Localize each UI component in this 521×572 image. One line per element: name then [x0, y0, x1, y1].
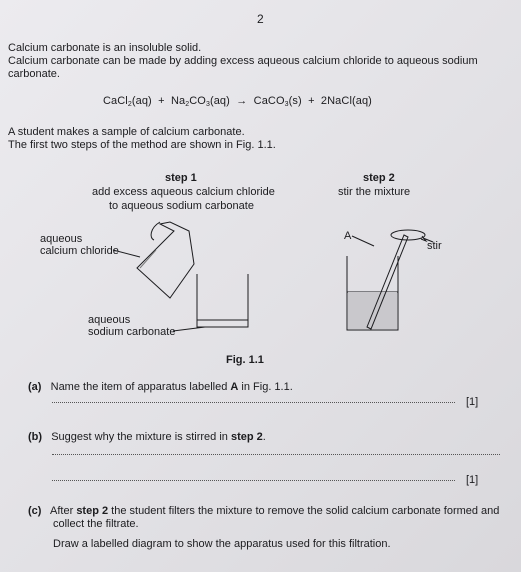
answer-line-b1[interactable]: [52, 454, 500, 455]
step1-desc-line2: to aqueous sodium carbonate: [109, 200, 254, 212]
eq-state: (aq): [131, 95, 152, 107]
eq-caco3: CaCO: [253, 95, 285, 107]
beaker-lip: [151, 222, 160, 240]
label-stir: stir: [427, 240, 442, 252]
figure-caption: Fig. 1.1: [226, 354, 264, 366]
leader-line-A: [352, 236, 374, 246]
step1-desc-line1: add excess aqueous calcium chloride: [92, 186, 275, 198]
stir-liquid-fill: [348, 292, 397, 329]
step1-title: step 1: [165, 172, 197, 184]
question-c-line2: collect the filtrate.: [53, 518, 139, 530]
question-a-part: (a): [28, 381, 42, 393]
question-b-text: Suggest why the mixture is stirred in step 2.: [51, 431, 266, 443]
question-c-line1: After step 2 the student filters the mixture to remove the solid calcium carbonate formed and: [50, 505, 500, 517]
label-aqueous-cacl2-1: aqueous: [40, 233, 83, 245]
answer-line-b2[interactable]: [52, 480, 455, 481]
eq-sub: 3: [284, 101, 289, 108]
question-b: [28, 431, 266, 444]
emphasis-A: A: [230, 381, 239, 393]
eq-plus: +: [158, 95, 165, 107]
eq-na: Na: [170, 95, 186, 107]
mark-b: [1]: [466, 474, 479, 486]
method-line: The first two steps of the method are shown in Fig. 1.1.: [8, 139, 276, 151]
method-line: A student makes a sample of calcium carbonate.: [8, 126, 245, 138]
question-c-part: (c): [28, 505, 42, 517]
question-a-text: Name the item of apparatus labelled A in Fig. 1.1.: [50, 381, 293, 393]
eq-co: CO: [189, 95, 206, 107]
leader-line-cacl2: [113, 250, 140, 257]
eq-state: (s): [288, 95, 302, 107]
label-aqueous-na2co3-2: sodium carbonate: [88, 326, 176, 338]
receiving-beaker: [197, 274, 248, 327]
pouring-beaker-outline: [137, 222, 194, 298]
eq-nacl: 2NaCl(aq): [320, 95, 372, 107]
eq-cacl2: CaCl: [103, 95, 128, 107]
eq-arrow: →: [236, 95, 248, 107]
emphasis-step2: step 2: [230, 431, 263, 443]
question-c-line3: Draw a labelled diagram to show the apparatus used for this filtration.: [53, 538, 391, 550]
intro-line: carbonate.: [8, 68, 60, 80]
eq-sub: 3: [205, 101, 210, 108]
intro-line: Calcium carbonate can be made by adding excess aqueous calcium chloride to aqueous sodium: [8, 55, 478, 67]
stir-motion-ellipse: [391, 230, 425, 240]
page-number: 2: [257, 12, 264, 26]
mark-a: [1]: [466, 396, 479, 408]
question-a: [28, 381, 293, 394]
intro-line: Calcium carbonate is an insoluble solid.: [8, 42, 202, 54]
label-aqueous-na2co3-1: aqueous: [88, 314, 131, 326]
eq-sub: 2: [127, 101, 132, 108]
answer-line-a[interactable]: [52, 402, 455, 403]
step2-desc: stir the mixture: [338, 186, 411, 198]
leader-line-na2co3: [173, 327, 205, 331]
label-aqueous-cacl2-2: calcium chloride: [40, 245, 119, 257]
eq-state: (aq): [209, 95, 230, 107]
step2-title: step 2: [363, 172, 395, 184]
liquid-surface-tilted: [140, 250, 156, 268]
question-b-part: (b): [28, 431, 43, 443]
label-A: A: [344, 230, 352, 242]
eq-sub: 2: [185, 101, 190, 108]
question-c: [28, 505, 499, 518]
emphasis-step2: step 2: [76, 505, 109, 517]
eq-plus: +: [308, 95, 315, 107]
